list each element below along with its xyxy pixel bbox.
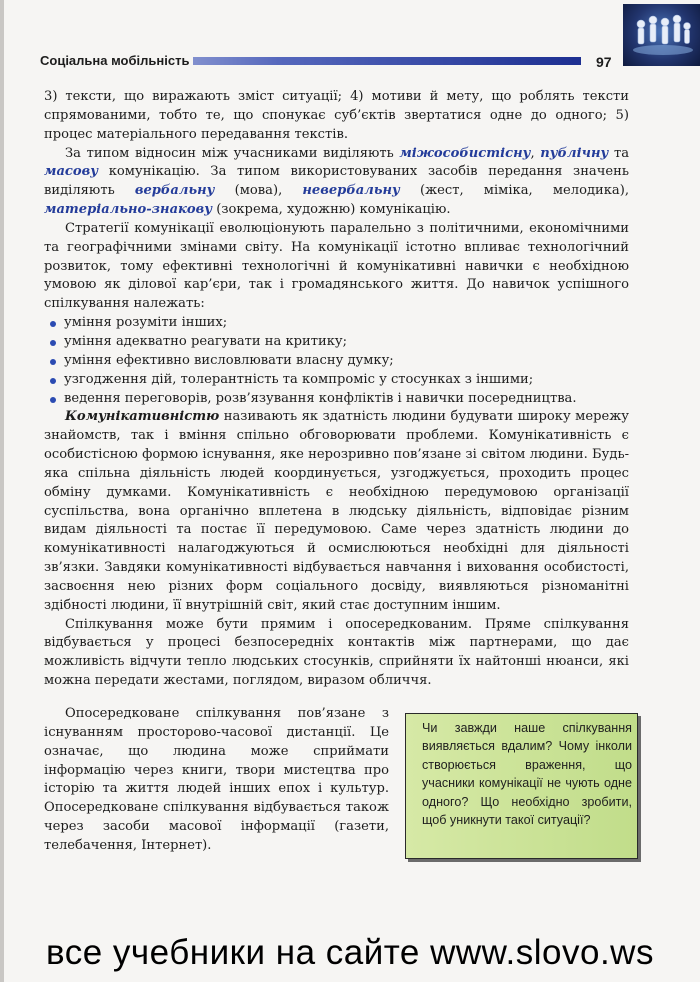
paragraph-4 xyxy=(44,408,629,615)
bullet-icon xyxy=(50,397,56,403)
text-segment: , xyxy=(530,145,541,161)
chapter-title: Соціальна мобільність xyxy=(40,53,193,69)
main-text xyxy=(44,88,629,691)
text-segment: (жест, міміка, мелодика), xyxy=(399,183,629,199)
left-column xyxy=(44,705,389,856)
text-segment: комунікацію. За типом використовуваних засобів передання значень виділяють xyxy=(44,164,629,199)
chapter-logo xyxy=(623,4,700,66)
paragraph-6: Опосередковане спілкування пов’язане з існуванням просторово-часової дистанції. Це означає, що людина може сприймати інформацію через книги, твори мистецтва про історію та життя людей інших епох і культур. Опосередковане спілкування відбувається також через засоби масової інформації (газети, телебачення, Інтернет). xyxy=(44,706,389,853)
list-item xyxy=(64,314,629,333)
term-verbal: вербальну xyxy=(134,183,215,199)
question-box xyxy=(405,713,638,859)
list-item xyxy=(64,352,629,371)
bullet-icon xyxy=(50,321,56,327)
text-segment: (мова), xyxy=(214,183,303,199)
term-communicativeness: Комунікативністю xyxy=(65,409,220,425)
text-segment: (зокрема, художню) комунікацію. xyxy=(212,202,451,218)
term-interpersonal: міжособистісну xyxy=(399,145,531,161)
term-nonverbal: невербальну xyxy=(302,183,400,199)
running-header xyxy=(40,53,615,69)
text-segment: та xyxy=(608,145,629,161)
list-item xyxy=(64,371,629,390)
paragraph-1: 3) тексти, що виражають зміст ситуації; 4) мотиви й мету, що роблять тексти спрямованими, тобто те, що спонукає суб’єктів звертатися одне до одного; 5) процес матеріального передавання текстів. xyxy=(44,89,629,142)
bullet-icon xyxy=(50,359,56,365)
paragraph-3: Стратегії комунікації еволюціонують паралельно з політичними, економічними та географічними змінами світу. На комунікації істотно впливає технологічний розвиток, тому ефективні технологічні й комунікативні навички є необхідною умовою як ділової кар’єри, так і громадянського життя. До навичок успішного спілкування належать: xyxy=(44,220,629,312)
bullet-icon xyxy=(50,340,56,346)
list-item-text: ведення переговорів, розв’язування конфліктів і навички посередництва. xyxy=(64,390,577,406)
people-group-icon xyxy=(623,4,700,66)
skills-list xyxy=(44,314,629,408)
question-text: Чи завжди наше спілкування виявляється вдалим? Чому інколи створюється враження, що учасники комунікації не чують одне одного? Що необхідно зробити, щоб уникнути такої ситуації? xyxy=(422,721,632,828)
list-item xyxy=(64,390,629,409)
text-segment: називають як здатність людини будувати широку мережу знайомств, так і вміння спільно обговорювати проблеми. Комунікативність є особистісною формою існування, яке нерозривно пов’язане зі світом людини. Будь-яка спільна діяльність людей координується, узгоджується, проходить процес обміну думками. Комунікативність є необхідною передумовою організації суспільства, вона органічно вплетена в людську діяльність, відповідає різним видам діяльності та постає її передумовою. Саме через здатність людини до комунікативності налагоджуються й осмислюються необхідні для діяльності зв’язки. Завдяки комунікативності відбувається навчання і виховання особистості, засвоєння нею різних форм соціального досвіду, виявляються різноманітні здібності людини, її внутрішній світ, який стає доступним іншим. xyxy=(44,409,629,613)
list-item-text: уміння адекватно реагувати на критику; xyxy=(64,333,348,349)
list-item-text: узгодження дій, толерантність та компроміс у стосунках з іншими; xyxy=(64,371,534,387)
term-mass: масову xyxy=(44,164,99,180)
paragraph-5: Спілкування може бути прямим і опосередкованим. Пряме спілкування відбувається у процесі безпосередніх контактів між партнерами, що дає можливість відчути тепло людських стосунків, сприйняти їх найтонші нюанси, які можна передати жестами, поглядом, виразом обличчя. xyxy=(44,616,629,689)
term-public: публічну xyxy=(540,145,609,161)
bullet-icon xyxy=(50,378,56,384)
paragraph-2 xyxy=(44,145,629,220)
page-edge xyxy=(0,0,4,982)
page-number: 97 xyxy=(596,54,612,70)
list-item xyxy=(64,333,629,352)
text-segment: За типом відносин між учасниками виділяють xyxy=(65,145,400,161)
site-watermark: все учебники на сайте www.slovo.ws xyxy=(46,933,654,972)
list-item-text: уміння розуміти інших; xyxy=(64,315,228,331)
two-column-section xyxy=(44,705,632,865)
term-material-sign: матеріально-знакову xyxy=(44,202,213,218)
list-item-text: уміння ефективно висловлювати власну думку; xyxy=(64,352,394,368)
